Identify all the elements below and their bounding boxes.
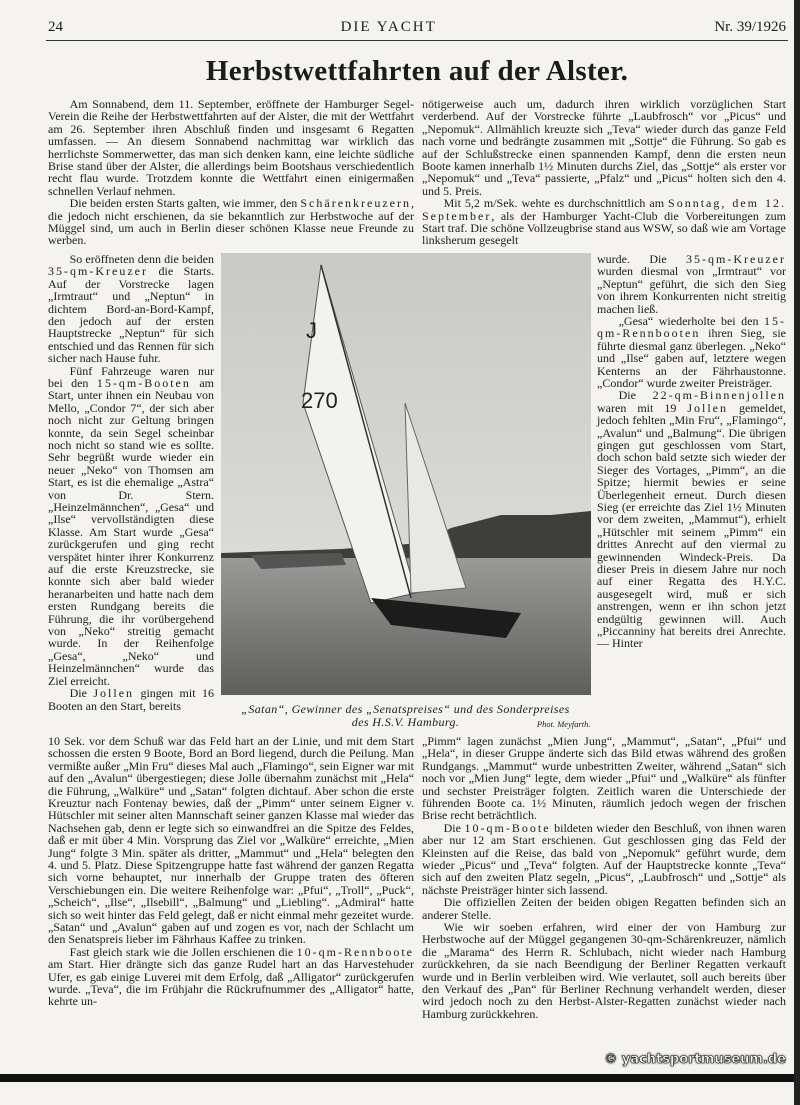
text-run: Fast gleich stark wie die Jollen erschienen die [69,944,297,959]
text-run: nötigerweise auch um, dadurch ihren wirklich vorzüglichen Start verderbend. Auf der Vorstrecke führte „Laubfrosch“ vor „Picus“ und „Nepomuk“. Allmählich kreuzte sich „Teva“ wieder durch das ganze Feld nach vorne und bedrängte zusammen mit „Sottje“ die Führung. So gab es auf der Schlußstrecke einen spannenden Kampf, denn die ersten neun Boote kamen innerhalb 1½ Minuten durchs Ziel, das „Sottje“ als erster vor „Nepomuk“ und „Teva“ passierte, „Pfalz“ und „Picus“ holten sich den 4. und 5. Preis. [422,97,786,198]
paragraph [597,389,786,650]
scan-edge-bottom [0,1074,800,1082]
spaced-emphasis: 35-qm-Kreuzer [686,251,786,266]
spaced-emphasis: 35-qm-Kreuzer [48,264,148,279]
paragraph [422,921,786,1020]
sailboat-photo [221,253,591,695]
spaced-emphasis: 10-qm-Boote [464,820,551,835]
photo-credit: Phot. Meyfarth. [536,718,591,729]
text-run: am Start, unter ihnen ein Neubau von Mello, „Condor 7“, der sich aber noch nicht zur Geltung bringen konnte, da sein Segel scheinbar noch nicht so stand wie es sollte. Sehr begrüßt wurde wieder ein neuer „Neko“ von Thomsen am Start, es ist die ehemalige „Astra“ von Dr. Stern. „Heinzelmännchen“, „Gesa“ und „Ilse“ vervollständigten diese Klasse. Am Start wurde „Gesa“ zurückgerufen und ging recht verspätet hinter ihrer Konkurrenz auf die erste Kreuzstrecke, sie konnte sich aber bald wieder heranarbeiten und hatte nach dem ersten Rundgang bereits die Führung, die ihr vorübergehend von „Neko“ streitig gemacht wurde. In der Reihenfolge „Gesa“, „Neko“ und Heinzelmännchen“ wurde das Ziel erreicht. [48,375,214,688]
spaced-emphasis: Schärenkreuzern [300,196,411,211]
text-run: waren mit 19 [597,400,688,415]
scan-edge-right [794,0,800,1105]
spaced-emphasis: 10-qm-Rennboote [296,944,414,959]
text-run: gemeldet, jedoch fehlten „Min Fru“, „Flamingo“, „Avalun“ und „Balmung“. Die übrigen gingen gut geschlossen vom Start, doch schon bald setzte sich wieder der Sieger des Vortages, „Pimm“, an die Spitze; hiermit bewies er seine Überlegenheit erneut. Durch diesen Sieg (er erreichte das Ziel 1½ Minuten vor dem zweiten, „Mammut“), erhielt „Hütschler mit seinem „Pimm“ ein drittes Anrecht auf den viermal zu gewinnenden Windeck-Preis. Da dieser Preis in diesem Jahre nur noch auf einer Regatta des H.Y.C. ausgesegelt wird, muß er sich anstrengen, wenn er ihn schon jetzt endgültig gewinnen will. Auch „Piccanniny hat bereits drei Anrechte. — Hinter [597,400,786,651]
column-left-bottom [48,735,414,1008]
photo-block [221,253,591,729]
top-row [48,98,786,247]
text-run: „Pimm“ lagen zunächst „Mien Jung“, „Mammut“, „Satan“, „Pfui“ und „Hela“, in dieser Gruppe änderte sich das Bild etwas während des großen Rundgangs. „Mammut“ wurde unbestritten Zweiter, während „Satan“ sich noch vor „Mien Jung“ legte, dem wieder „Pfui“ und „Walküre“ als fünfter und sechster Preisträger folgten. Zeitlich waren die Unterschiede der führenden Boote ca. 1½ Minuten, räumlich jedoch wegen der frischen Brise recht beträchtlich. [422,733,786,823]
paragraph [422,197,786,247]
paragraph [48,687,214,712]
paragraph [422,735,786,822]
paragraph [48,98,414,197]
paragraph [48,365,214,688]
watermark: © yachtsportmuseum.de [604,1052,786,1068]
text-run: am Start. Hier drängte sich das ganze Rudel hart an das Harvestehuder Ufer, es gab einige Luverei mit dem Erfolg, daß „Alligator“ zurückgerufen wurde. „Teva“, die im Frühjahr die Rückrufnummer des „Alligator“ hatte, kehrte un- [48,957,414,1009]
spaced-emphasis: Jollen [687,400,728,415]
spaced-emphasis: Jollen [93,686,135,701]
middle-row [48,253,786,729]
sail-letter: J [305,317,317,343]
page-number: 24 [48,18,63,35]
text-run: Fünf Fahrzeuge waren nur bei den [48,363,214,390]
article-title: Herbstwettfahrten auf der Alster. [205,55,629,87]
magazine-title: DIE YACHT [340,18,437,35]
column-right-bottom [422,735,786,1020]
text-run: Die [443,820,465,835]
text-run: Die [618,388,653,403]
column-left-narrow [48,253,214,712]
paragraph [48,253,214,365]
issue-number: Nr. 39/1926 [714,18,786,35]
text-run: Die beiden ersten Starts galten, wie immer, den [69,196,301,211]
column-right-top [422,98,786,247]
column-right-narrow [597,253,786,650]
text-run: Die offiziellen Zeiten der beiden obigen Regatten befinden sich an anderer Stelle. [422,895,786,922]
paragraph [597,315,786,389]
caption-line-1: „Satan“, Gewinner des „Senatspreises“ und des Sonderpreises [241,701,570,716]
spaced-emphasis: 15-qm-Rennbooten [597,313,786,341]
running-header [48,16,786,38]
text-run: wurde. Die [597,251,687,266]
spaced-emphasis: 15-qm-Booten [96,375,191,390]
spaced-emphasis: 22-qm-Binnenjollen [652,388,786,403]
paragraph [597,253,786,315]
paragraph [422,98,786,197]
caption-line-2: des H.S.V. Hamburg. [351,714,460,729]
text-run: So eröffneten denn die beiden [69,251,214,266]
text-run: „Gesa“ wiederholte bei den [618,313,764,328]
bottom-row [48,735,786,1020]
text-run: Mit 5,2 m/Sek. wehte es durchschnittlich am [443,196,669,211]
column-left-top [48,98,414,247]
footer [48,1020,786,1074]
text-run: Wie wir soeben erfahren, wird einer der von Hamburg zur Herbstwoche auf der Müggel gegangenen 30-qm-Schärenkreuzer, nämlich die „Marama“ des Herrn R. Schlubach, nicht wieder nach Hamburg zurückkehren, da sie nach Beendigung der Berliner Regatten verkauft wurde und in Berlin verbleiben wird. Wie verlautet, soll auch bereits über den Verkauf des „Pan“ für Berliner Rechnung verhandelt werden, dieser wird jedoch noch zu den Herbst-Alster-Regatten zunächst wieder nach Hamburg zurückkehren. [422,919,786,1021]
header-rule [46,40,788,41]
paragraph [422,896,786,921]
text-run: gingen mit 16 Booten an den Start, bereits [48,686,214,713]
text-run: die Starts. Auf der Vorstrecke lagen „Irmtraut“ und „Neptun“ in dichtem Bord-an-Bord-Kampf, den jedoch auf der ersten Hauptstrecke „Neptun“ für sich entschied und das Rennen für sich sicher nach Hause fuhr. [48,264,214,366]
spaced-emphasis: Sonntag, dem 12. September [422,196,786,223]
text-run: 10 Sek. vor dem Schuß war das Feld hart an der Linie, und mit dem Start schossen die ersten 9 Boote, Bord an Bord liegend, durch die Peilung. Man vermißte außer „Min Fru“ dieses Mal auch „Flamingo“, sein Eigner war mit auf den „Avalun“ übergestiegen; diese Jolle übernahm zunächst mit „Hela“ die Führung, „Walküre“ und „Satan“ folgten dichtauf. Aber schon die erste Kreuztur nach Fontenay bewies, daß der „Pimm“ unter seinem Eigner v. Hütschler mit seiner alten Mannschaft seiner ganzen Klasse mal wieder das Nachsehen gab, denn er legte sich so einwandfrei an die Spitze des Feldes, daß er mit über 4 Min. Vorsprung das Ziel vor „Walküre“ erreichte, „Mien Jung“ folgte 3 Min. später als dritter, „Mammut“ und „Hela“ belegten den 4. und 5. Platz. Diese Spitzengruppe hatte fast während der ganzen Regatta sich vorne behauptet, nur innerhalb der Gruppe traten des öfteren Verschiebungen ein. Die weitere Reihenfolge war: „Pfui“, „Troll“, „Puck“, „Scheich“, „Ilse“, „Ilsebill“, „Balmung“ und „Liebling“. „Admiral“ hatte sich so weit hinter das Feld gelegt, daß er nicht einmal mehr gezeitet wurde. „Satan“ und „Avalun“ gaben auf und zogen es vor, nach der Schlacht um den Senatspreis lieber im Fährhaus Kaffee zu trinken. [48,733,414,947]
photo-caption [221,703,591,729]
paragraph [422,822,786,896]
sail-number: 270 [300,387,338,413]
text-run: ihren Sieg, sie führte diesmal ganz überlegen. „Neko“ und „Ilse“ gaben auf, letztere wegen Kenterns an der Fährhaustonne. „Condor“ wurde zweiter Preisträger. [597,326,786,390]
text-run: Am Sonnabend, dem 11. September, eröffnete der Hamburger Segel-Verein die Reihe der Herbstwettfahrten auf der Alster, die mit der Wettfahrt am 26. September ihren Abschluß finden und insgesamt 6 Regatten umfassen. — An diesem Sonnabend nachmittag war wirklich das herrlichste Sommerwetter, das man sich denken kann, eine leichte südliche Brise stand über der Alster, die allerdings beim Bootshaus verschiedentlich recht flau wurde. Trotzdem konnte die Wettfahrt einen einigermaßen schnellen Verlauf nehmen. [48,97,414,198]
paragraph [48,197,414,247]
text-run: bildeten wieder den Beschluß, von ihnen waren aber nur 12 am Start erschienen. Gut geschlossen ging das Feld der Kleinsten auf die Reise, das bald von „Nepomuk“ geführt wurde, dem wieder „Picus“ und „Teva“ folgten. Auf der Hauptstrecke konnte „Teva“ sich auf den zweiten Platz segeln, „Picus“, „Laubfrosch“ und „Sottje“ als nächste Preisträger hinter sich lassend. [422,820,787,897]
text-run: , als der Hamburger Yacht-Club die Vorbereitungen zum Start traf. Die schöne Vollzeugbrise stand aus WSW, so daß wie am Vortage linksherum gesegelt [422,208,786,248]
paragraph [48,946,414,1008]
paragraph [48,735,414,946]
text-run: wurden diesmal von „Irmtraut“ vor „Neptun“ geführt, die sich den Sieg von ihrem Konkurrenten nicht streitig machen ließ. [597,264,786,316]
text-run: , die jedoch nicht erschienen, da sie bekanntlich zur Herbstwoche auf der Müggel sind, um auch in Berlin dieser schönen Klasse neue Freunde zu werben. [48,196,414,248]
text-run: Die [69,686,94,701]
